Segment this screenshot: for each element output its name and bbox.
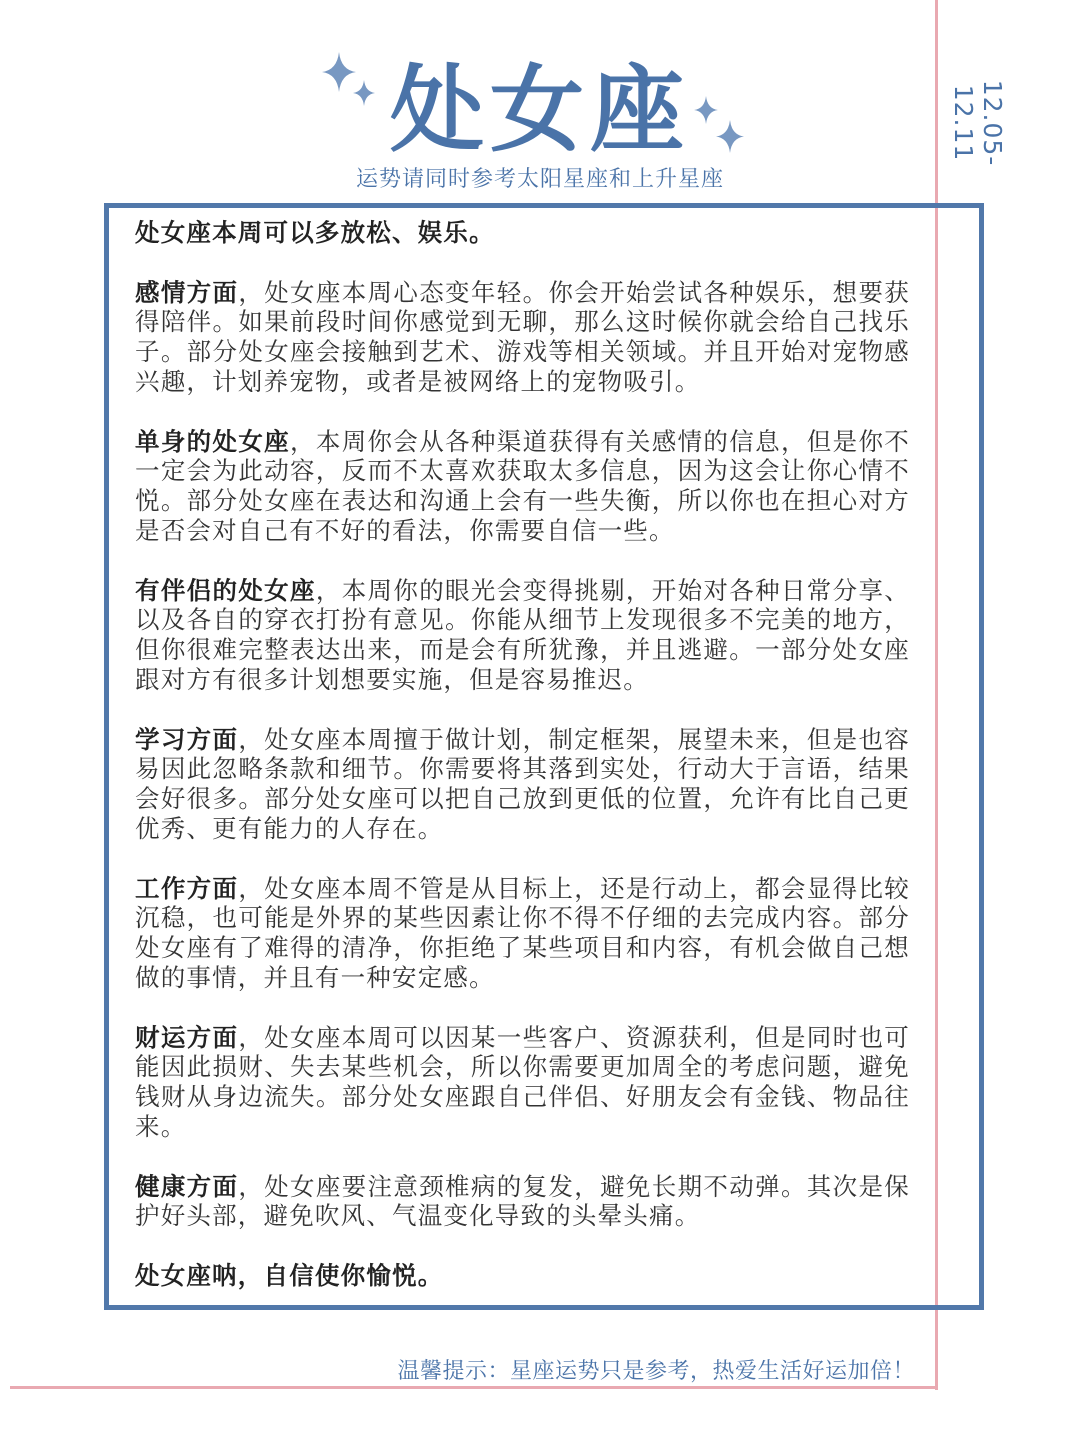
closing-paragraph bbox=[135, 1261, 910, 1291]
footer-tip: 温馨提示：星座运势只是参考，热爱生活好运加倍！ bbox=[397, 1359, 915, 1384]
partnered-paragraph bbox=[135, 576, 910, 695]
health-label: 健康方面 bbox=[135, 1171, 239, 1201]
intro-text: 处女座本周可以多放松、娱乐。 bbox=[135, 218, 495, 247]
work-text: ，处女座本周不管是从目标上，还是行动上，都会显得比较沉稳，也可能是外界的某些因素让你不得不仔细的去完成内容。部分处女座有了难得的清净，你拒绝了某些项目和内容，有机会做自己想做的事情，并且有一种安定感。 bbox=[135, 873, 910, 992]
single-label: 单身的处女座 bbox=[135, 426, 291, 456]
study-text: ，处女座本周擅于做计划，制定框架，展望未来，但是也容易因此忽略条款和细节。你需要将其落到实处，行动大于言语，结果会好很多。部分处女座可以把自己放到更低的位置，允许有比自己更优秀、更有能力的人存在。 bbox=[135, 724, 910, 843]
horoscope-body bbox=[135, 218, 910, 1320]
money-text: ，处女座本周可以因某一些客户、资源获利，但是同时也可能因此损财、失去某些机会，所以你需要更加周全的考虑问题，避免钱财从身边流失。部分处女座跟自己伴侣、好朋友会有金钱、物品往来。 bbox=[135, 1022, 910, 1141]
love-paragraph bbox=[135, 278, 910, 397]
work-paragraph bbox=[135, 874, 910, 993]
partnered-label: 有伴侣的处女座 bbox=[135, 575, 316, 605]
health-text: ，处女座要注意颈椎病的复发，避免长期不动弹。其次是保护好头部，避免吹风、气温变化导致的头晕头痛。 bbox=[135, 1171, 910, 1231]
date-range: 12.05-12.11 bbox=[949, 79, 1007, 167]
closing-text: 处女座呐，自信使你愉悦。 bbox=[135, 1260, 444, 1290]
subtitle: 运势请同时参考太阳星座和上升星座 bbox=[355, 167, 724, 192]
money-label: 财运方面 bbox=[135, 1022, 239, 1052]
study-paragraph bbox=[135, 725, 910, 844]
work-label: 工作方面 bbox=[135, 873, 239, 903]
money-paragraph bbox=[135, 1023, 910, 1142]
health-paragraph bbox=[135, 1172, 910, 1232]
pink-horizontal-line bbox=[10, 1386, 938, 1389]
single-text: ，本周你会从各种渠道获得有关感情的信息，但是你不一定会为此动容，反而不太喜欢获取太多信息，因为这会让你心情不悦。部分处女座在表达和沟通上会有一些失衡，所以你也在担心对方是否会对自己有不好的看法，你需要自信一些。 bbox=[135, 426, 910, 545]
love-text: ，处女座本周心态变年轻。你会开始尝试各种娱乐，想要获得陪伴。如果前段时间你感觉到无聊，那么这时候你就会给自己找乐子。部分处女座会接触到艺术、游戏等相关领域。并且开始对宠物感兴趣，计划养宠物，或者是被网络上的宠物吸引。 bbox=[135, 277, 910, 396]
intro-paragraph bbox=[135, 218, 910, 248]
page-title: 处女座 bbox=[389, 56, 690, 165]
love-label: 感情方面 bbox=[135, 277, 239, 307]
study-label: 学习方面 bbox=[135, 724, 239, 754]
partnered-text: ，本周你的眼光会变得挑剔，开始对各种日常分享、以及各自的穿衣打扮有意见。你能从细节上发现很多不完美的地方，但你很难完整表达出来，而是会有所犹豫，并且逃避。一部分处女座跟对方有很多计划想要实施，但是容易推迟。 bbox=[135, 575, 910, 694]
single-paragraph bbox=[135, 427, 910, 546]
